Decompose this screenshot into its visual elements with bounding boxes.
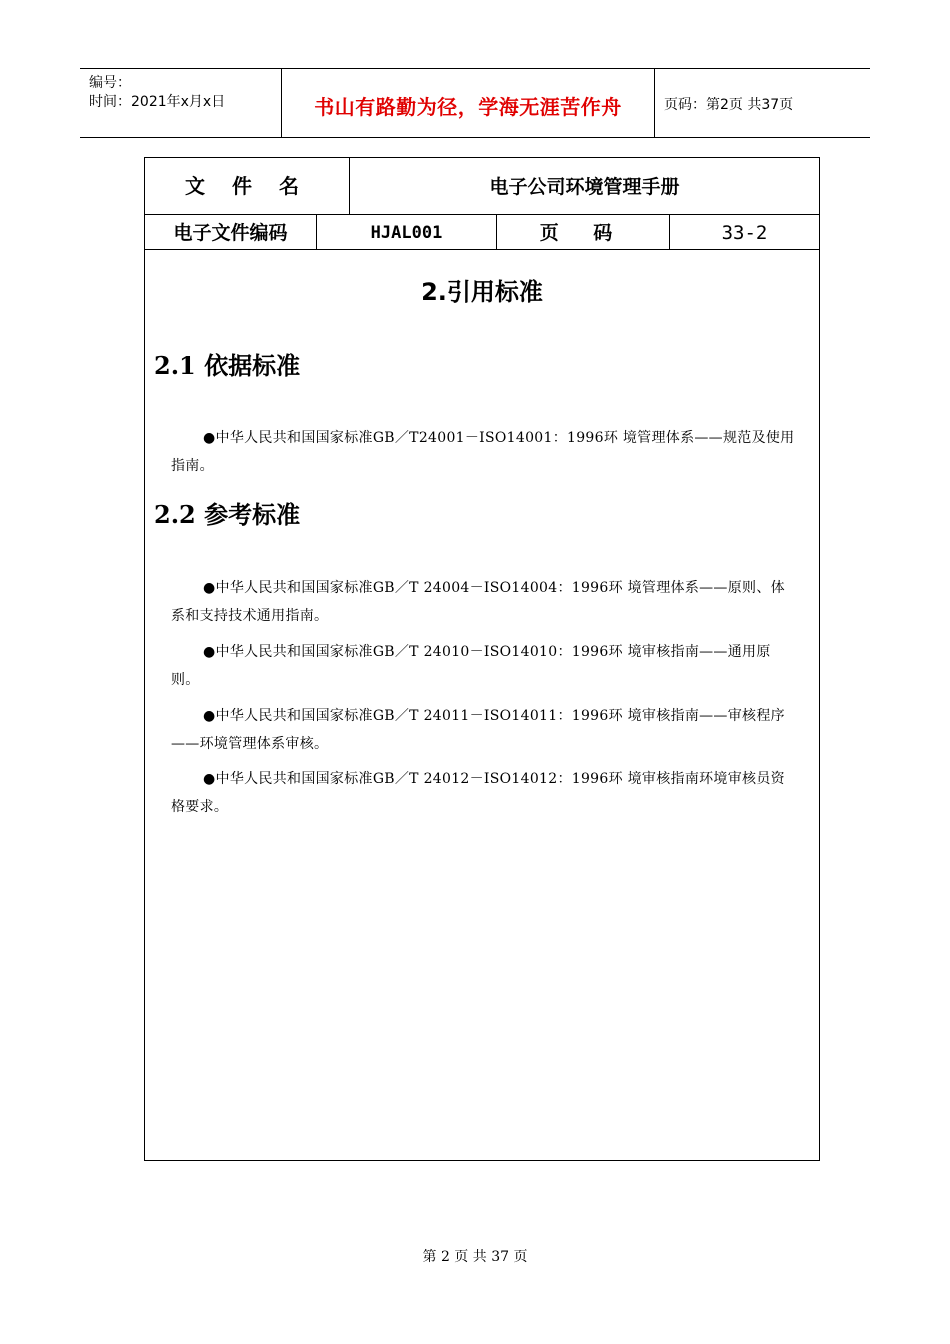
list-item: ●中华人民共和国国家标准GB／T24001－ISO14001：1996环 境管理体系——规范及使用指南。 bbox=[171, 430, 795, 474]
subsection-title: 2.2 参考标准 bbox=[154, 500, 301, 529]
doc-name-label: 文 件 名 bbox=[145, 158, 350, 214]
document-frame bbox=[144, 157, 820, 1161]
header-motto: 书山有路勤为径，学海无涯苦作舟 bbox=[314, 95, 622, 119]
header-page-info: 页码：第2页 共37页 bbox=[664, 97, 794, 113]
list-item: ●中华人民共和国国家标准GB／T 24010－ISO14010：1996环 境审核指南——通用原则。 bbox=[171, 644, 771, 688]
doc-code-value: HJAL001 bbox=[317, 215, 497, 249]
doc-code-row bbox=[145, 215, 819, 250]
doc-page-value: 33-2 bbox=[721, 222, 768, 244]
header-page-cell bbox=[655, 69, 870, 137]
section-title: 2.引用标准 bbox=[421, 278, 543, 306]
subsection-title: 2.1 依据标准 bbox=[154, 351, 301, 380]
list-item: ●中华人民共和国国家标准GB／T 24011－ISO14011：1996环 境审核指南——审核程序——环境管理体系审核。 bbox=[171, 708, 785, 752]
list-item: ●中华人民共和国国家标准GB／T 24012－ISO14012：1996环 境审核指南环境审核员资格要求。 bbox=[171, 771, 785, 815]
page-header bbox=[80, 68, 870, 138]
header-motto-cell bbox=[282, 69, 655, 137]
page-footer: 第 2 页 共 37 页 bbox=[422, 1249, 528, 1265]
document-time: 时间：2021年x月x日 bbox=[89, 94, 226, 110]
doc-name-row bbox=[145, 158, 819, 215]
doc-page-label: 页 码 bbox=[497, 215, 670, 249]
doc-name-value: 电子公司环境管理手册 bbox=[489, 176, 680, 198]
header-meta-cell bbox=[80, 69, 282, 137]
document-number-label: 编号： bbox=[89, 75, 131, 91]
doc-code-label: 电子文件编码 bbox=[145, 215, 317, 249]
list-item: ●中华人民共和国国家标准GB／T 24004－ISO14004：1996环 境管理体系——原则、体系和支持技术通用指南。 bbox=[171, 580, 785, 624]
